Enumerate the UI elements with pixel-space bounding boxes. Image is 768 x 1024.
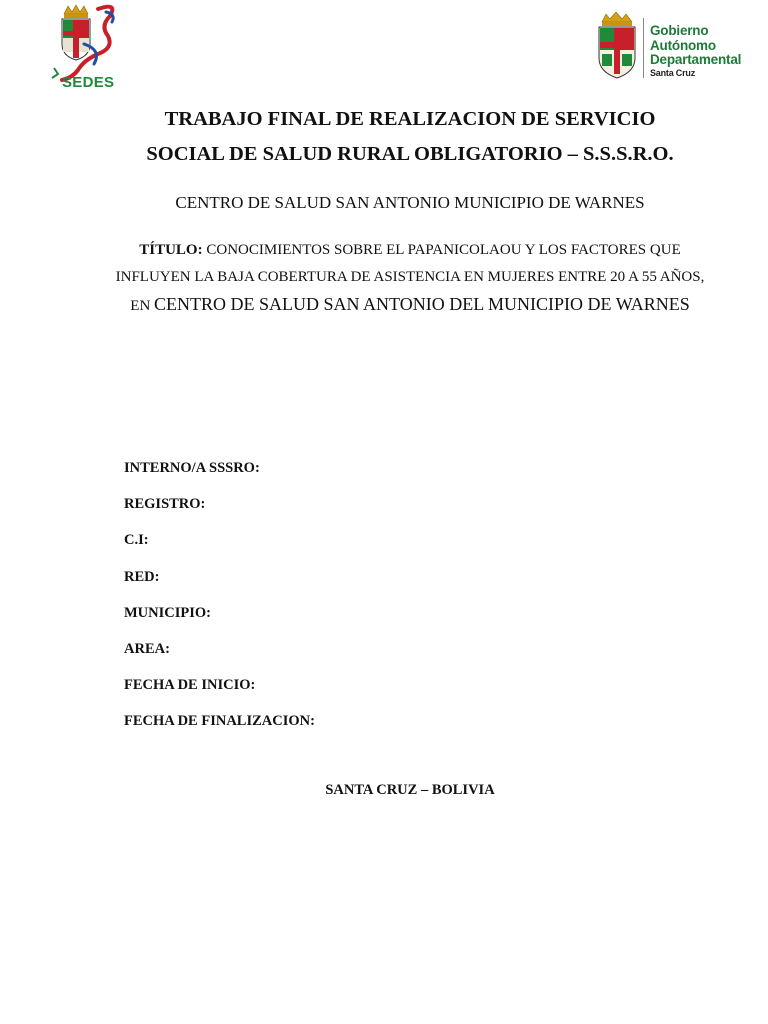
gov-line-2: Autónomo — [650, 37, 716, 53]
titulo-text-part2: CENTRO DE SALUD SAN ANTONIO DEL MUNICIPIO DE WARNES — [154, 294, 690, 314]
santa-cruz-shield-icon — [596, 12, 640, 82]
field-ci: C.I: — [124, 532, 149, 549]
titulo-text-part1: CONOCIMIENTOS SOBRE EL PAPANICOLAOU Y LOS FACTORES QUE INFLUYEN LA BAJA COBERTURA DE ASISTENCIA EN MUJERES ENTRE 20 A 55 AÑOS, EN — [115, 242, 705, 314]
gobierno-logo-text — [650, 24, 741, 79]
gobierno-logo — [596, 12, 756, 82]
titulo-label: TÍTULO: — [139, 242, 203, 258]
field-fecha-finalizacion: FECHA DE FINALIZACION: — [124, 713, 315, 730]
document-location: SANTA CRUZ – BOLIVIA — [325, 782, 495, 798]
student-info-fields — [124, 458, 315, 748]
health-center-name: CENTRO DE SALUD SAN ANTONIO MUNICIPIO DE WARNES — [175, 193, 645, 212]
title-line-1: TRABAJO FINAL DE REALIZACION DE SERVICIO — [164, 108, 656, 130]
sedes-logo — [48, 4, 128, 94]
gov-line-3: Departamental — [650, 52, 742, 67]
field-red: RED: — [124, 568, 160, 585]
field-area: AREA: — [124, 640, 170, 657]
title-line-2: SOCIAL DE SALUD RURAL OBLIGATORIO – S.S.S.R.O. — [146, 143, 674, 165]
thesis-title — [110, 237, 710, 320]
gov-line-1: Gobierno — [650, 23, 709, 38]
gov-line-4: Santa Cruz — [650, 67, 696, 78]
sedes-logo-text: SEDES — [62, 74, 115, 91]
logo-divider — [643, 18, 644, 78]
field-interno: INTERNO/A SSSRO: — [124, 460, 260, 476]
field-registro: REGISTRO: — [124, 496, 206, 513]
document-title — [60, 102, 760, 172]
field-municipio: MUNICIPIO: — [124, 604, 211, 621]
field-fecha-inicio: FECHA DE INICIO: — [124, 677, 256, 694]
